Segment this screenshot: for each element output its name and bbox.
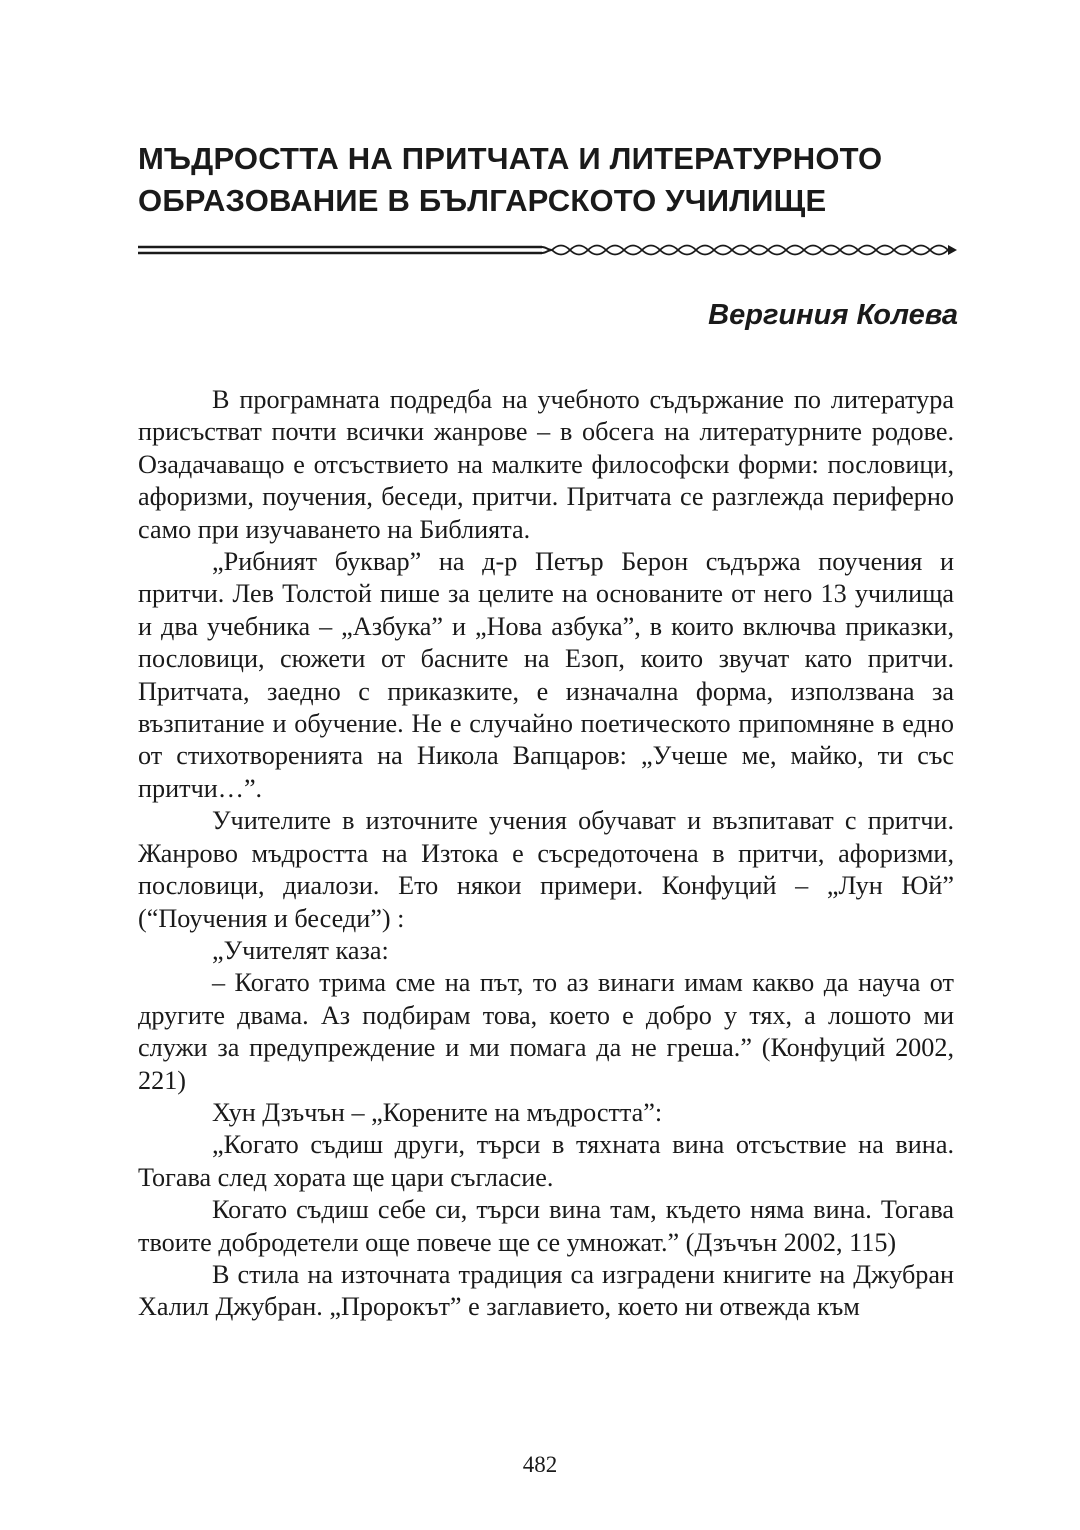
paragraph: Учителите в източните учения обучават и възпитават с притчи. Жанрово мъдростта на Изтока е съсредоточена в притчи, афоризми, пословици, диалози. Ето някои примери. Конфуций – „Лун Юй” (“Поучения и беседи”) : [138, 806, 954, 933]
paragraph: Когато съдиш себе си, търси вина там, където няма вина. Тогава твоите добродетели още повече ще се умножат.” (Дзъчън 2002, 115) [138, 1195, 954, 1257]
paragraph: Хун Дзъчън – „Корените на мъдростта”: [212, 1097, 663, 1127]
article-title [138, 138, 958, 222]
paragraph: В програмната подредба на учебното съдържание по литература присъстват почти всички жанрове – в обсега на литературните родове. Озадачаващо е отсъствието на малките философски форми: пословици, афоризми, поучения, беседи, притчи. Притчата се разглежда периферно само при изучаването на Библията. [138, 385, 954, 544]
title-line-2: ОБРАЗОВАНИЕ В БЪЛГАРСКОТО УЧИЛИЩЕ [138, 183, 827, 218]
article-body [138, 384, 954, 1324]
author-name: Вергиния Колева [708, 299, 958, 331]
paragraph: „Когато съдиш други, търси в тяхната вина отсъствие на вина. Тогава след хората ще цари съгласие. [138, 1130, 954, 1192]
paragraph: „Рибният буквар” на д-р Петър Берон съдържа поучения и притчи. Лев Толстой пише за целите на основаните от него 13 училища и два учебника – „Азбука” и „Нова азбука”, в които включва приказки, пословици, сюжети от басните на Езоп, които звучат като притчи. Притчата, заедно с приказките, е изначална форма, използвана за възпитание и обучение. Не е случайно поетическото припомняне в едно от стихотворенията на Никола Вапцаров: „Учеше ме, майко, ти със притчи…”. [138, 547, 954, 803]
decorative-divider [138, 238, 958, 262]
paragraph: – Когато трима сме на път, то аз винаги имам какво да науча от другите двама. Аз подбирам това, което е добро у тях, а лошото ми служи за предупреждение и ми помага да не греша.” (Конфуций 2002, 221) [138, 968, 954, 1095]
paragraph: В стила на източната традиция са изградени книгите на Джубран Халил Джубран. „Пророкът” е заглавието, което ни отвежда към [138, 1259, 954, 1322]
page-number: 482 [522, 1452, 558, 1477]
title-line-1: МЪДРОСТТА НА ПРИТЧАТА И ЛИТЕРАТУРНОТО [138, 141, 883, 176]
paragraph: „Учителят каза: [212, 935, 389, 965]
